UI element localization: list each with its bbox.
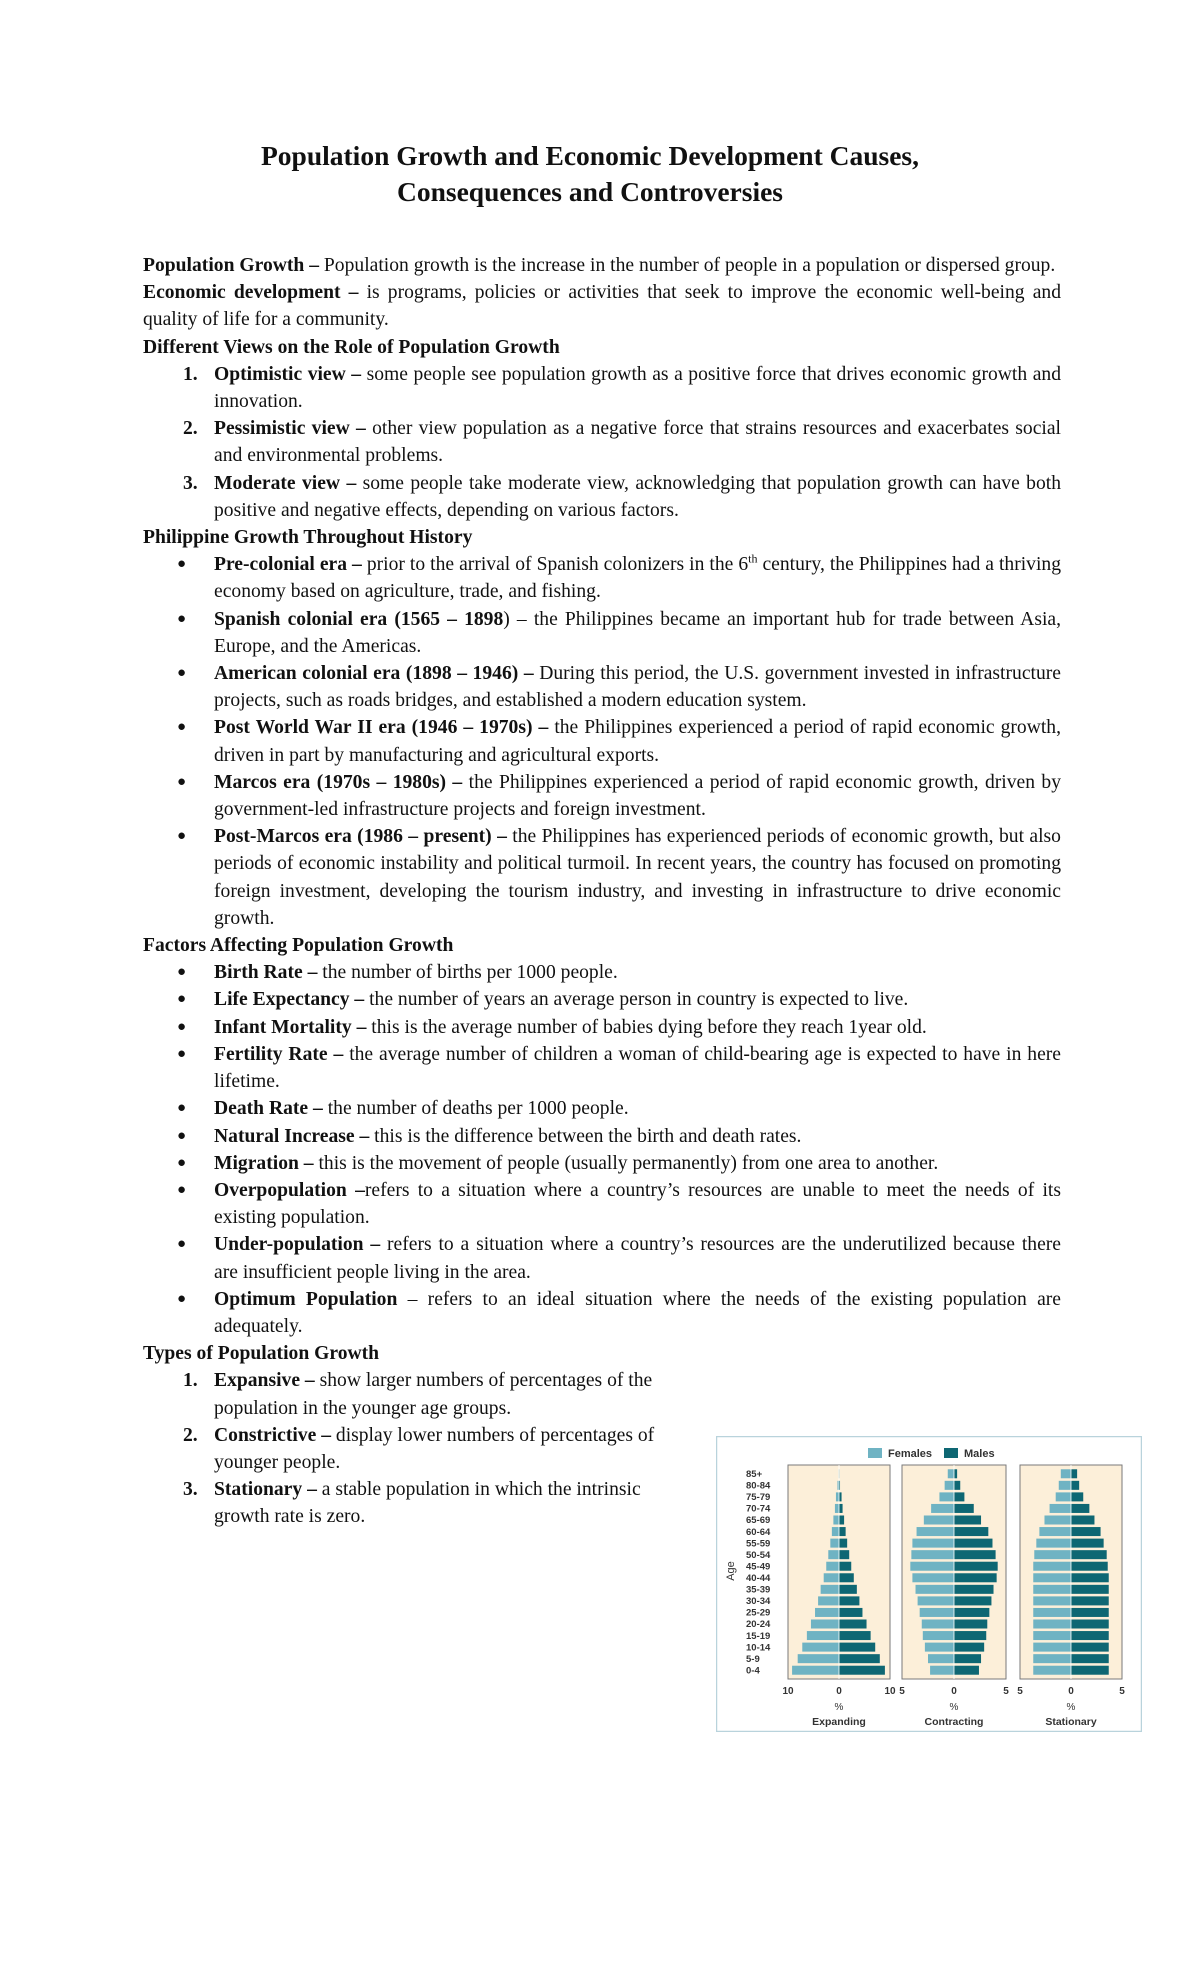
male-bar: [839, 1550, 849, 1559]
male-bar: [954, 1527, 988, 1536]
item-term: Natural Increase –: [214, 1125, 370, 1147]
x-unit-label: %: [834, 1702, 844, 1713]
male-bar: [1071, 1619, 1109, 1628]
bullet-icon: ●: [177, 1236, 187, 1253]
age-group-label: 65-69: [746, 1515, 771, 1527]
female-bar: [1059, 1481, 1071, 1490]
item-text: the Philippines has experienced periods of economic growth, but also periods of economic instability and political turmoil. In recent years, the country has focused on promoting foreign investment, developing the tourism industry, and investing in infrastructure to drive economic growth.: [214, 826, 1061, 929]
item-text: prior to the arrival of Spanish colonizers in the 6: [361, 554, 749, 576]
male-bar: [1071, 1608, 1109, 1617]
male-bar: [839, 1666, 885, 1675]
bullet-icon: ●: [177, 773, 187, 790]
definition-term: Economic development –: [143, 282, 359, 304]
item-text: this is the average number of babies dying before they reach 1year old.: [366, 1016, 927, 1038]
female-bar: [931, 1504, 954, 1513]
age-group-label: 75-79: [746, 1492, 771, 1504]
item-term: Constrictive –: [214, 1424, 331, 1446]
item-term: Post World War II era (1946 – 1970s) –: [214, 717, 549, 739]
item-text: refers to a situation where a country’s resources are unable to meet the needs of its existing population.: [214, 1179, 1061, 1229]
list-item: [143, 959, 1061, 986]
item-term: Expansive –: [214, 1370, 315, 1392]
types-heading: Types of Population Growth: [143, 1343, 380, 1365]
female-bar: [824, 1573, 839, 1582]
item-number: 1.: [183, 1370, 198, 1392]
female-bar: [1044, 1515, 1071, 1524]
female-bar: [911, 1550, 954, 1559]
item-term: Post-Marcos era (1986 – present) –: [214, 826, 507, 848]
age-group-label: 0-4: [746, 1665, 760, 1677]
male-bar: [839, 1515, 844, 1524]
list-item: [143, 1231, 1061, 1285]
male-bar: [1071, 1585, 1109, 1594]
age-group-label: 80-84: [746, 1480, 771, 1492]
list-item: [143, 823, 1061, 932]
x-axis-label: Stationary: [1045, 1716, 1097, 1728]
female-bar: [821, 1585, 839, 1594]
bullet-icon: ●: [177, 1018, 187, 1035]
female-bar: [939, 1492, 954, 1501]
legend-label-females: Females: [888, 1448, 933, 1460]
female-bar: [818, 1596, 839, 1605]
list-item: [143, 986, 1061, 1013]
female-bar: [807, 1631, 839, 1640]
female-bar: [1033, 1619, 1071, 1628]
definition-term: Population Growth –: [143, 255, 320, 276]
male-bar: [839, 1539, 847, 1548]
list-item: [143, 1367, 693, 1421]
male-bar: [839, 1573, 854, 1582]
female-bar: [1033, 1562, 1071, 1571]
male-bar: [1071, 1573, 1109, 1582]
male-bar: [1071, 1631, 1109, 1640]
male-bar: [954, 1562, 998, 1571]
item-text: refers to a situation where a country’s resources are the underutilized because there are insufficient people living in the area.: [214, 1234, 1061, 1283]
female-bar: [918, 1596, 954, 1605]
ordinal-superscript: th: [748, 551, 758, 566]
bullet-icon: ●: [177, 1127, 187, 1144]
bullet-icon: ●: [177, 964, 187, 981]
list-item: [143, 1286, 1061, 1340]
legend-label-males: Males: [964, 1448, 995, 1460]
item-text: this is the difference between the birth and death rates.: [369, 1125, 802, 1147]
item-text: some people take moderate view, acknowledging that population growth can have both positive and negative effects, depending on various factors.: [214, 472, 1062, 521]
male-bar: [954, 1608, 989, 1617]
male-bar: [839, 1527, 846, 1536]
types-list: [143, 1367, 693, 1530]
female-bar: [828, 1550, 839, 1559]
item-term: Stationary –: [214, 1479, 317, 1501]
female-bar: [802, 1643, 839, 1652]
female-bar: [1033, 1643, 1071, 1652]
age-group-label: 60-64: [746, 1526, 771, 1538]
male-bar: [1071, 1539, 1104, 1548]
male-bar: [954, 1550, 996, 1559]
list-item: [143, 1150, 1061, 1177]
male-bar: [1071, 1654, 1109, 1663]
x-tick-label: 5: [1119, 1686, 1125, 1697]
item-term: Moderate view –: [214, 472, 357, 494]
female-bar: [912, 1539, 954, 1548]
item-number: 3.: [183, 472, 198, 494]
item-text: – refers to an ideal situation where the needs of the existing population are adequately.: [214, 1288, 1062, 1337]
x-tick-label: 5: [1003, 1686, 1009, 1697]
list-item: [143, 415, 1061, 469]
item-term: Migration –: [214, 1152, 314, 1174]
female-bar: [910, 1562, 954, 1571]
female-bar: [830, 1539, 839, 1548]
female-bar: [833, 1515, 839, 1524]
list-item: [143, 606, 1061, 660]
age-group-label: 40-44: [746, 1573, 771, 1585]
age-group-label: 15-19: [746, 1630, 771, 1642]
male-bar: [1071, 1481, 1079, 1490]
item-term: Birth Rate –: [214, 962, 318, 984]
item-term: Pre-colonial era –: [214, 554, 362, 576]
bullet-icon: ●: [177, 1045, 187, 1062]
female-bar: [924, 1515, 954, 1524]
views-heading: Different Views on the Role of Population Growth: [143, 336, 560, 358]
female-bar: [1050, 1504, 1071, 1513]
female-bar: [826, 1562, 839, 1571]
definition-text: is programs, policies or activities that seek to improve the economic well-being and quality of life for a community.: [143, 282, 1062, 331]
x-axis-label: Expanding: [812, 1716, 866, 1728]
item-term: Death Rate –: [214, 1098, 323, 1120]
male-bar: [1071, 1562, 1108, 1571]
male-bar: [1071, 1666, 1109, 1675]
female-bar: [1034, 1550, 1071, 1559]
x-unit-label: %: [949, 1702, 959, 1713]
population-pyramids-figure: [716, 1436, 1142, 1732]
male-bar: [954, 1504, 974, 1513]
male-bar: [1071, 1527, 1101, 1536]
female-bar: [916, 1585, 954, 1594]
definition-text: Population growth is the increase in the number of people in a population or dispersed group.: [319, 255, 1056, 276]
male-bar: [954, 1539, 992, 1548]
item-text: the average number of children a woman of child-bearing age is expected to have in here lifetime.: [214, 1043, 1061, 1093]
x-tick-label: 0: [951, 1686, 957, 1697]
bullet-icon: ●: [177, 665, 187, 682]
male-bar: [954, 1573, 997, 1582]
female-bar: [923, 1631, 954, 1640]
male-bar: [839, 1608, 862, 1617]
male-bar: [839, 1596, 859, 1605]
x-tick-label: 0: [836, 1686, 842, 1697]
history-list: [143, 551, 1061, 932]
male-bar: [954, 1631, 986, 1640]
age-group-label: 85+: [746, 1469, 763, 1481]
male-bar: [1071, 1504, 1089, 1513]
x-tick-label: 10: [884, 1686, 896, 1697]
list-item: [143, 470, 1061, 524]
item-number: 1.: [183, 363, 198, 385]
male-bar: [839, 1562, 851, 1571]
list-item: [143, 361, 1061, 415]
age-group-label: 55-59: [746, 1538, 771, 1550]
age-group-label: 30-34: [746, 1596, 771, 1608]
female-bar: [1033, 1585, 1071, 1594]
male-bar: [1071, 1469, 1077, 1478]
bullet-icon: ●: [177, 1290, 187, 1307]
bullet-icon: ●: [177, 1100, 187, 1117]
male-bar: [839, 1643, 875, 1652]
female-bar: [1033, 1596, 1071, 1605]
female-bar: [798, 1654, 839, 1663]
female-bar: [811, 1619, 839, 1628]
age-group-label: 50-54: [746, 1549, 771, 1561]
female-bar: [925, 1643, 954, 1652]
x-tick-label: 0: [1068, 1686, 1074, 1697]
male-bar: [954, 1585, 994, 1594]
female-bar: [1033, 1654, 1071, 1663]
bullet-icon: ●: [177, 828, 187, 845]
item-text: display lower numbers of percentages of younger people.: [214, 1424, 655, 1473]
female-bar: [1056, 1492, 1071, 1501]
item-text: ) – the Philippines became an important hub for trade between Asia, Europe, and the Americas.: [214, 608, 1061, 657]
list-item: [143, 1095, 1061, 1122]
item-text: the number of deaths per 1000 people.: [322, 1098, 629, 1120]
item-term: Infant Mortality –: [214, 1016, 367, 1038]
item-text: the number of births per 1000 people.: [317, 962, 618, 984]
item-text: show larger numbers of percentages of the population in the younger age groups.: [214, 1370, 653, 1419]
x-tick-label: 10: [782, 1686, 794, 1697]
bullet-icon: ●: [177, 1154, 187, 1171]
age-group-label: 35-39: [746, 1584, 771, 1596]
list-item: [143, 1177, 1061, 1231]
item-text: other view population as a negative force that strains resources and exacerbates social and environmental problems.: [214, 418, 1061, 467]
age-group-label: 70-74: [746, 1503, 771, 1515]
age-group-label: 45-49: [746, 1561, 771, 1573]
title-line-1: Population Growth and Economic Development Causes,: [261, 140, 919, 171]
list-item: [143, 769, 1061, 823]
bullet-icon: ●: [177, 556, 187, 573]
female-bar: [1036, 1539, 1071, 1548]
male-bar: [954, 1666, 979, 1675]
female-bar: [930, 1666, 954, 1675]
list-item: [143, 1422, 693, 1476]
male-bar: [954, 1643, 984, 1652]
y-axis-label: Age: [725, 1561, 737, 1581]
female-bar: [1033, 1608, 1071, 1617]
definition-economic-development: [143, 279, 1061, 333]
female-bar: [835, 1504, 839, 1513]
female-bar: [1033, 1666, 1071, 1675]
list-item: [143, 1014, 1061, 1041]
item-term: Overpopulation –: [214, 1179, 365, 1201]
female-bar: [1033, 1631, 1071, 1640]
male-bar: [954, 1619, 987, 1628]
item-number: 2.: [183, 418, 198, 440]
female-bar: [815, 1608, 839, 1617]
male-bar: [1071, 1596, 1109, 1605]
factors-heading: Factors Affecting Population Growth: [143, 935, 454, 957]
female-bar: [922, 1619, 954, 1628]
item-text: this is the movement of people (usually permanently) from one area to another.: [313, 1152, 939, 1174]
female-bar: [948, 1469, 954, 1478]
list-item: [143, 551, 1061, 605]
item-term: Under-population –: [214, 1234, 381, 1256]
list-item: [143, 1041, 1061, 1095]
male-bar: [1071, 1550, 1107, 1559]
age-group-label: 10-14: [746, 1642, 771, 1654]
female-bar: [912, 1573, 954, 1582]
male-bar: [954, 1481, 960, 1490]
female-bar: [792, 1666, 839, 1675]
views-list: [143, 361, 1061, 524]
female-bar: [920, 1608, 954, 1617]
item-text: the Philippines experienced a period of rapid economic growth, driven in part by manufacturing and agricultural exports.: [214, 717, 1061, 766]
female-bar: [1061, 1469, 1071, 1478]
list-item: [143, 1476, 693, 1530]
male-bar: [1071, 1515, 1094, 1524]
bullet-icon: ●: [177, 991, 187, 1008]
item-term: Optimistic view –: [214, 363, 362, 385]
male-bar: [954, 1515, 981, 1524]
item-text: some people see population growth as a positive force that drives economic growth and innovation.: [214, 363, 1061, 413]
x-axis-label: Contracting: [924, 1716, 984, 1728]
item-text: During this period, the U.S. government invested in infrastructure projects, such as roads bridges, and established a modern education system.: [214, 663, 1061, 712]
item-term: Marcos era (1970s – 1980s) –: [214, 771, 463, 793]
list-item: [143, 714, 1061, 768]
item-text: the number of years an average person in country is expected to live.: [364, 989, 909, 1011]
item-term: American colonial era (1898 – 1946) –: [214, 663, 534, 685]
male-bar: [954, 1596, 991, 1605]
male-bar: [954, 1469, 957, 1478]
population-pyramids-chart: [716, 1436, 1142, 1732]
legend-swatch-females: [868, 1448, 882, 1458]
male-bar: [1071, 1492, 1083, 1501]
male-bar: [839, 1619, 867, 1628]
age-group-label: 20-24: [746, 1619, 771, 1631]
female-bar: [1039, 1527, 1071, 1536]
title-line-2: Consequences and Controversies: [396, 176, 784, 207]
male-bar: [839, 1504, 843, 1513]
female-bar: [832, 1527, 839, 1536]
bullet-icon: ●: [177, 610, 187, 627]
male-bar: [1071, 1643, 1109, 1652]
item-term: Spanish colonial era (1565 – 1898: [214, 608, 504, 630]
list-item: [143, 660, 1061, 714]
age-group-label: 25-29: [746, 1607, 771, 1619]
definition-population-growth: [143, 252, 1061, 279]
female-bar: [1033, 1573, 1071, 1582]
male-bar: [839, 1654, 880, 1663]
item-term: Optimum Population: [214, 1288, 398, 1310]
male-bar: [954, 1654, 981, 1663]
item-text: a stable population in which the intrinsic growth rate is zero.: [214, 1479, 641, 1528]
x-unit-label: %: [1066, 1702, 1076, 1713]
item-number: 2.: [183, 1424, 198, 1446]
page-title: [140, 138, 1040, 210]
item-text: century, the Philippines had a thriving economy based on agriculture, trade, and fishing.: [214, 554, 1062, 603]
female-bar: [836, 1492, 839, 1501]
history-heading: Philippine Growth Throughout History: [143, 527, 473, 549]
item-term: Life Expectancy –: [214, 989, 365, 1011]
item-number: 3.: [183, 1479, 198, 1501]
male-bar: [839, 1631, 871, 1640]
x-tick-label: 5: [1017, 1686, 1023, 1697]
female-bar: [945, 1481, 954, 1490]
factors-list: [143, 959, 1061, 1340]
female-bar: [928, 1654, 954, 1663]
list-item: [143, 1123, 1061, 1150]
age-group-label: 5-9: [746, 1653, 760, 1665]
male-bar: [839, 1585, 857, 1594]
item-term: Fertility Rate –: [214, 1043, 344, 1065]
bullet-icon: ●: [177, 1181, 187, 1198]
x-tick-label: 5: [899, 1686, 905, 1697]
female-bar: [917, 1527, 954, 1536]
document-body: [143, 252, 1061, 1531]
legend-swatch-males: [944, 1448, 958, 1458]
male-bar: [954, 1492, 964, 1501]
item-text: the Philippines experienced a period of rapid economic growth, driven by government-led infrastructure projects and foreign investment.: [214, 771, 1061, 821]
item-term: Pessimistic view –: [214, 418, 366, 440]
bullet-icon: ●: [177, 719, 187, 736]
